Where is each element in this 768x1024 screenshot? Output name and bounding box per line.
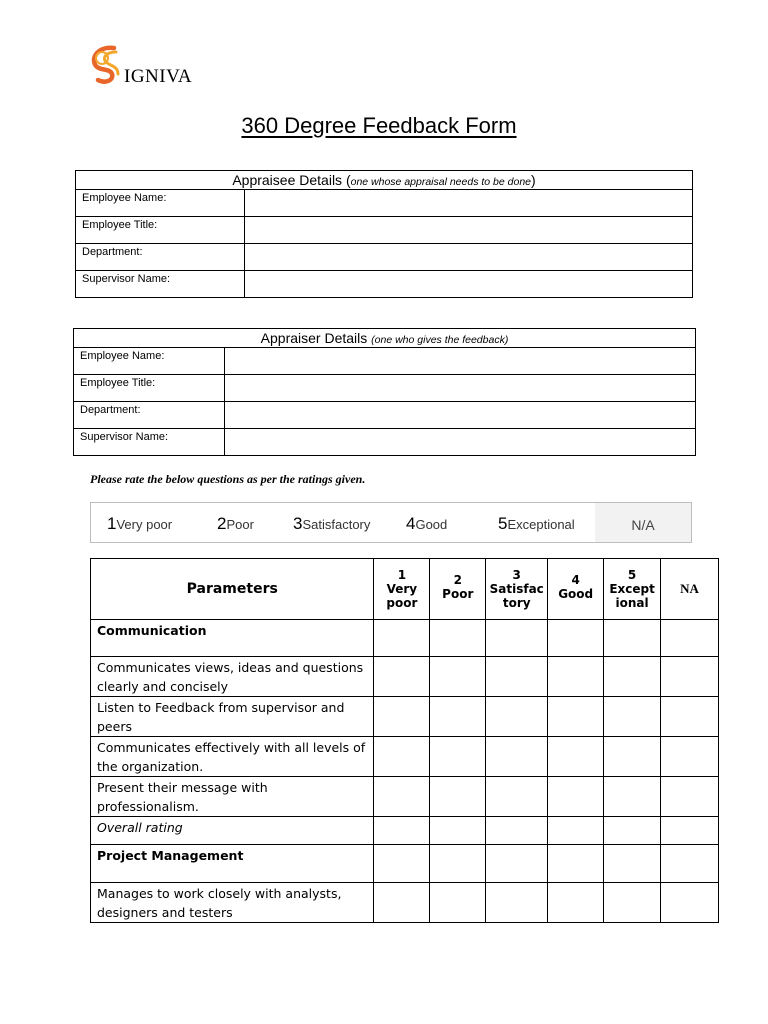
appraisee-heading-label: Appraisee Details (	[232, 172, 351, 188]
appraisee-heading	[76, 171, 693, 190]
rating-cell[interactable]	[430, 845, 486, 883]
rating-cell[interactable]	[548, 697, 604, 737]
rating-header-4-line1: Good	[558, 587, 594, 601]
scale-item-4	[406, 514, 447, 534]
appraisee-department-field[interactable]	[245, 244, 693, 271]
rating-cell[interactable]	[374, 777, 430, 817]
appraiser-employee-title-field[interactable]	[225, 375, 696, 402]
scale-item-4-num: 4	[406, 514, 416, 533]
scale-item-2	[217, 514, 254, 534]
table-row	[91, 697, 719, 737]
rating-cell[interactable]	[486, 817, 548, 845]
rating-cell[interactable]	[486, 777, 548, 817]
rating-cell[interactable]	[430, 817, 486, 845]
rating-header-4	[548, 559, 604, 620]
parameter-label: Present their message with professionalism.	[91, 777, 374, 817]
rating-header-3	[486, 559, 548, 620]
rating-cell[interactable]	[604, 845, 661, 883]
rating-cell[interactable]	[661, 697, 719, 737]
table-row	[91, 883, 719, 923]
parameters-header: Parameters	[91, 559, 374, 620]
page-title: 360 Degree Feedback Form	[241, 113, 517, 138]
rating-cell[interactable]	[548, 817, 604, 845]
appraisee-employee-title-field[interactable]	[245, 217, 693, 244]
rating-cell[interactable]	[486, 620, 548, 657]
appraisee-employee-title-label: Employee Title:	[76, 217, 245, 244]
parameter-label: Manages to work closely with analysts, designers and testers	[91, 883, 374, 923]
table-row	[91, 817, 719, 845]
appraiser-supervisor-name-field[interactable]	[225, 429, 696, 456]
rating-cell[interactable]	[604, 697, 661, 737]
rating-cell[interactable]	[548, 620, 604, 657]
appraisee-employee-name-label: Employee Name:	[76, 190, 245, 217]
table-row	[91, 737, 719, 777]
rating-header-1-num: 1	[397, 568, 407, 582]
scale-item-4-label: Good	[415, 517, 448, 532]
rating-header-1	[374, 559, 430, 620]
rating-cell[interactable]	[430, 883, 486, 923]
rating-cell[interactable]	[374, 620, 430, 657]
appraiser-details-table	[73, 328, 696, 456]
appraisee-details-table	[75, 170, 693, 298]
parameter-label: Listen to Feedback from supervisor and peers	[91, 697, 374, 737]
rating-cell[interactable]	[661, 620, 719, 657]
rating-cell[interactable]	[374, 845, 430, 883]
rating-header-2-line1: Poor	[442, 587, 474, 601]
rating-cell[interactable]	[604, 657, 661, 697]
scale-item-5-num: 5	[498, 514, 508, 533]
table-row	[91, 777, 719, 817]
rating-header-1-line2: poor	[386, 596, 418, 610]
rating-header-2-num: 2	[453, 573, 462, 587]
scale-item-1-num: 1	[107, 514, 117, 533]
rating-header-5-line1: Except	[609, 582, 655, 596]
rating-header-5-num: 5	[627, 568, 637, 582]
ratings-table	[90, 558, 719, 923]
rating-cell[interactable]	[486, 845, 548, 883]
rating-header-5-line2: ional	[615, 596, 649, 610]
scale-item-1	[107, 514, 172, 534]
parameter-label: Project Management	[91, 845, 374, 883]
rating-cell[interactable]	[548, 883, 604, 923]
table-row	[91, 845, 719, 883]
rating-cell[interactable]	[661, 657, 719, 697]
rating-cell[interactable]	[374, 817, 430, 845]
parameter-label: Overall rating	[91, 817, 374, 845]
rating-instruction: Please rate the below questions as per the ratings given.	[90, 472, 366, 486]
rating-cell[interactable]	[486, 657, 548, 697]
rating-cell[interactable]	[661, 845, 719, 883]
appraisee-heading-close: )	[531, 172, 536, 188]
table-row	[91, 620, 719, 657]
rating-cell[interactable]	[661, 817, 719, 845]
rating-cell[interactable]	[486, 883, 548, 923]
rating-cell[interactable]	[604, 777, 661, 817]
rating-header-3-line1: Satisfac	[489, 582, 544, 596]
appraiser-employee-name-field[interactable]	[225, 348, 696, 375]
siniva-logo	[88, 44, 218, 88]
appraiser-heading-label: Appraiser Details	[260, 330, 372, 346]
rating-cell[interactable]	[430, 737, 486, 777]
scale-item-2-label: Poor	[226, 517, 254, 532]
appraisee-heading-note: one whose appraisal needs to be done	[350, 176, 531, 188]
appraiser-heading-note: (one who gives the feedback)	[371, 334, 509, 346]
rating-cell[interactable]	[661, 737, 719, 777]
appraisee-supervisor-name-label: Supervisor Name:	[76, 271, 245, 298]
appraiser-department-label: Department:	[74, 402, 225, 429]
logo-text: IGNIVA	[124, 66, 193, 87]
rating-cell[interactable]	[430, 657, 486, 697]
parameter-label: Communication	[91, 620, 374, 657]
scale-item-1-label: Very poor	[116, 517, 173, 532]
rating-header-2	[430, 559, 486, 620]
scale-item-5	[498, 514, 575, 534]
rating-cell[interactable]	[430, 777, 486, 817]
rating-cell[interactable]	[486, 737, 548, 777]
rating-cell[interactable]	[374, 657, 430, 697]
appraiser-department-field[interactable]	[225, 402, 696, 429]
rating-cell[interactable]	[661, 883, 719, 923]
appraisee-supervisor-name-field[interactable]	[245, 271, 693, 298]
rating-cell[interactable]	[604, 817, 661, 845]
scale-item-3-label: Satisfactory	[302, 517, 371, 532]
appraisee-employee-name-field[interactable]	[245, 190, 693, 217]
rating-header-1-line1: Very	[386, 582, 418, 596]
rating-cell[interactable]	[661, 777, 719, 817]
rating-cell[interactable]	[548, 657, 604, 697]
rating-cell[interactable]	[430, 620, 486, 657]
scale-item-na: N/A	[595, 503, 691, 542]
rating-header-4-num: 4	[571, 573, 580, 587]
rating-cell[interactable]	[604, 737, 661, 777]
appraiser-supervisor-name-label: Supervisor Name:	[74, 429, 225, 456]
appraiser-employee-name-label: Employee Name:	[74, 348, 225, 375]
rating-cell[interactable]	[548, 737, 604, 777]
rating-cell[interactable]	[486, 697, 548, 737]
rating-header-3-line2: tory	[502, 596, 531, 610]
rating-cell[interactable]	[548, 777, 604, 817]
rating-header-5	[604, 559, 661, 620]
rating-cell[interactable]	[604, 620, 661, 657]
parameter-label: Communicates effectively with all levels of the organization.	[91, 737, 374, 777]
rating-header-3-num: 3	[512, 568, 521, 582]
rating-cell[interactable]	[374, 737, 430, 777]
rating-cell[interactable]	[548, 845, 604, 883]
rating-scale-legend	[90, 502, 692, 543]
rating-cell[interactable]	[374, 883, 430, 923]
parameter-label: Communicates views, ideas and questions clearly and concisely	[91, 657, 374, 697]
scale-item-3	[293, 514, 370, 534]
scale-item-2-num: 2	[217, 514, 227, 533]
appraiser-employee-title-label: Employee Title:	[74, 375, 225, 402]
rating-cell[interactable]	[374, 697, 430, 737]
scale-item-3-num: 3	[293, 514, 303, 533]
appraisee-department-label: Department:	[76, 244, 245, 271]
rating-cell[interactable]	[604, 883, 661, 923]
table-row	[91, 657, 719, 697]
logo-swirl-icon	[88, 44, 128, 86]
appraiser-heading	[74, 329, 696, 348]
rating-header-na: NA	[661, 559, 719, 620]
rating-cell[interactable]	[430, 697, 486, 737]
scale-item-5-label: Exceptional	[507, 517, 575, 532]
